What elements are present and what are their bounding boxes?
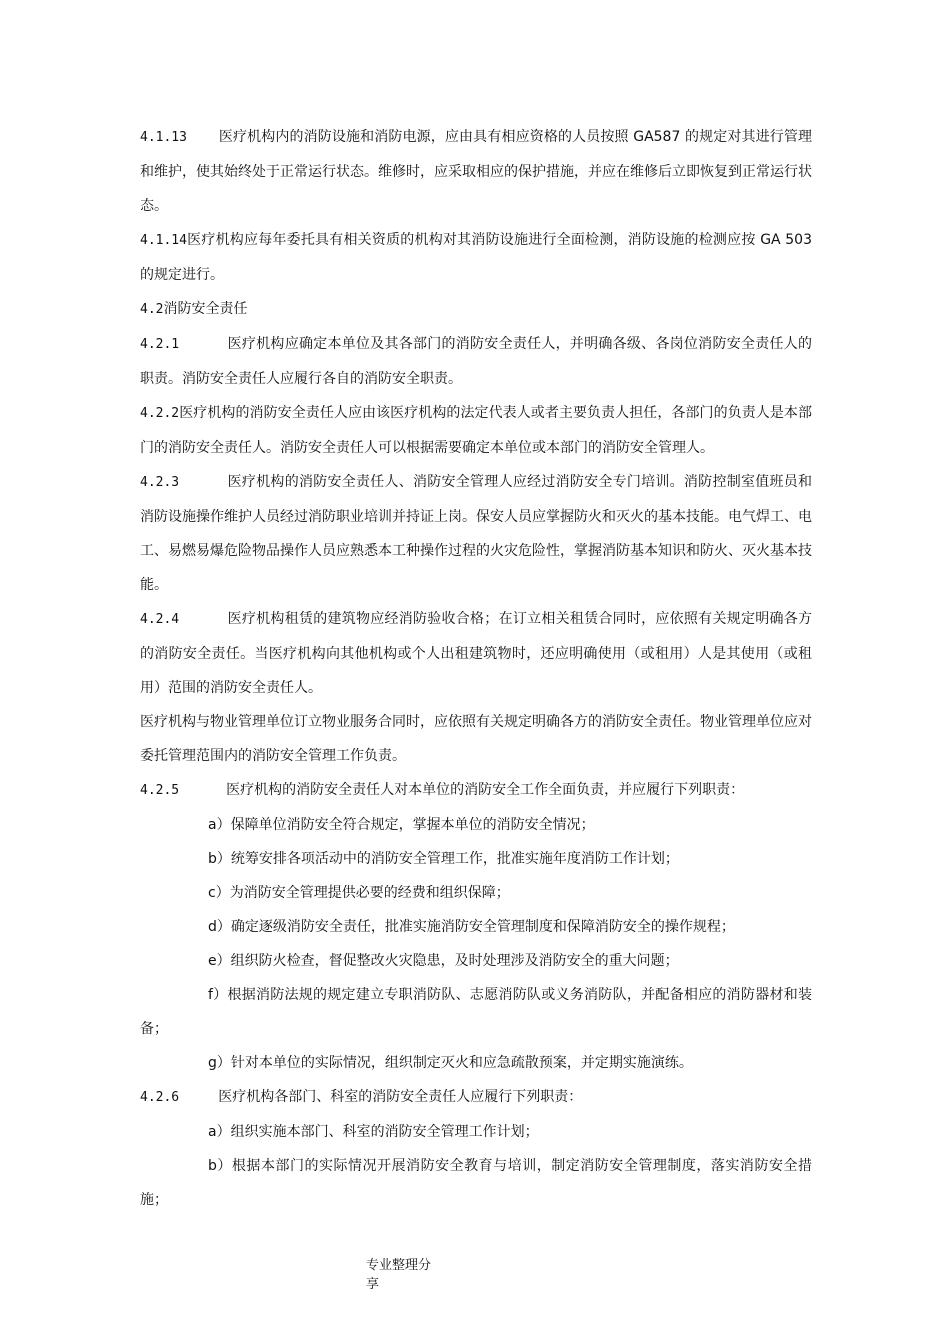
paragraph-4-2-4 (140, 602, 812, 705)
list-item: g）针对本单位的实际情况，组织制定灭火和应急疏散预案，并定期实施演练。 (208, 1055, 693, 1071)
paragraph-4-1-14 (140, 223, 812, 292)
paragraph-property-management (140, 705, 812, 773)
clause-number: 4.2.3 (140, 475, 180, 490)
list-item: e）组织防火检查，督促整改火灾隐患，及时处理涉及消防安全的重大问题； (208, 953, 679, 969)
list-item: a）保障单位消防安全符合规定，掌握本单位的消防安全情况； (208, 817, 595, 833)
clause-number: 4.2.2 (140, 406, 180, 421)
clause-number: 4.1.14 (140, 233, 187, 248)
paragraph-text: 医疗机构应每年委托具有相关资质的机构对其消防设施进行全面检测，消防设施的检测应按 GA 503 的规定进行。 (140, 232, 812, 283)
paragraph-text: 医疗机构的消防安全责任人、消防安全管理人应经过消防安全专门培训。消防控制室值班员和消防设施操作维护人员经过消防职业培训并持证上岗。保安人员应掌握防火和灭火的基本技能。电气焊工、电工、易燃易爆危险物品操作人员应熟悉本工种操作过程的火灾危险性，掌握消防基本知识和防火、灭火基本技能。 (140, 474, 812, 593)
paragraph-text: 医疗机构内的消防设施和消防电源，应由具有相应资格的人员按照 GA587 的规定对其进行管理和维护，使其始终处于正常运行状态。维修时，应采取相应的保护措施，并应在维修后立即恢复到正常运行状态。 (140, 129, 813, 214)
clause-number: 4.1.13 (140, 130, 187, 145)
list-item: b）根据本部门的实际情况开展消防安全教育与培训，制定消防安全管理制度，落实消防安全措施； (140, 1158, 812, 1208)
list-item: b）统筹安排各项活动中的消防安全管理工作，批准实施年度消防工作计划； (208, 851, 679, 867)
paragraph-4-2-1 (140, 327, 812, 396)
paragraph-4-2-6 (140, 1080, 812, 1115)
paragraph-4-2-5 (140, 773, 812, 808)
section-heading-4-2 (140, 292, 812, 327)
list-item: f）根据消防法规的规定建立专职消防队、志愿消防队或义务消防队，并配备相应的消防器材和装备； (140, 987, 812, 1037)
clause-number: 4.2.1 (140, 337, 180, 352)
document-body (140, 120, 812, 1217)
paragraph-text: 医疗机构租赁的建筑物应经消防验收合格；在订立相关租赁合同时，应依照有关规定明确各方的消防安全责任。当医疗机构向其他机构或个人出租建筑物时，还应明确使用（或租用）人是其使用（或租用）范围的消防安全责任人。 (140, 611, 812, 696)
paragraph-4-2-2 (140, 396, 812, 465)
clause-number: 4.2.5 (140, 783, 180, 798)
clause-number: 4.2.6 (140, 1090, 180, 1105)
section-heading-text: 消防安全责任 (163, 301, 248, 317)
paragraph-text: 医疗机构的消防安全责任人对本单位的消防安全工作全面负责，并应履行下列职责： (226, 782, 745, 798)
list-item: d）确定逐级消防安全责任，批准实施消防安全管理制度和保障消防安全的操作规程； (208, 919, 735, 935)
paragraph-text: 医疗机构各部门、科室的消防安全责任人应履行下列职责： (218, 1089, 583, 1105)
clause-number: 4.2.4 (140, 612, 180, 627)
page-footer: 专业整理分享 (366, 1258, 432, 1292)
list-item: a）组织实施本部门、科室的消防安全管理工作计划； (208, 1124, 539, 1140)
clause-number: 4.2 (140, 302, 164, 317)
paragraph-4-2-3 (140, 465, 812, 602)
paragraph-text: 医疗机构的消防安全责任人应由该医疗机构的法定代表人或者主要负责人担任，各部门的负责人是本部门的消防安全责任人。消防安全责任人可以根据需要确定本单位或本部门的消防安全管理人。 (140, 405, 812, 456)
paragraph-text: 医疗机构与物业管理单位订立物业服务合同时，应依照有关规定明确各方的消防安全责任。物业管理单位应对委托管理范围内的消防安全管理工作负责。 (140, 714, 812, 764)
paragraph-4-1-13 (140, 120, 812, 223)
list-item: c）为消防安全管理提供必要的经费和组织保障； (208, 885, 510, 901)
paragraph-text: 医疗机构应确定本单位及其各部门的消防安全责任人，并明确各级、各岗位消防安全责任人的职责。消防安全责任人应履行各自的消防安全职责。 (140, 336, 812, 387)
